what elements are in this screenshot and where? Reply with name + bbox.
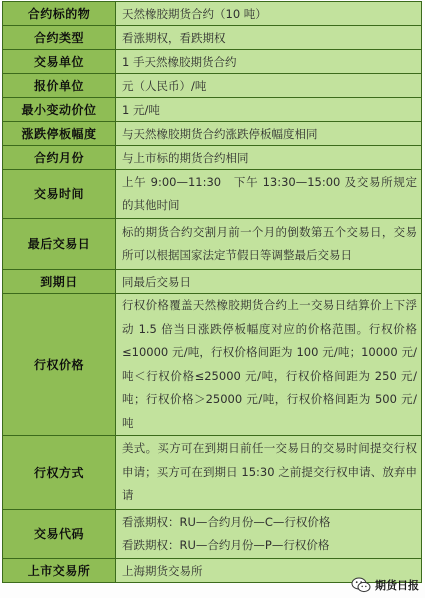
row-value: [116, 510, 422, 559]
table-row: [3, 219, 422, 270]
table-row: [3, 270, 422, 294]
row-label: 行权价格: [3, 294, 116, 436]
table-row: [3, 170, 422, 219]
row-label: 到期日: [3, 270, 116, 294]
table-row: [3, 436, 422, 510]
row-value: 与上市标的期货合约相同: [116, 146, 422, 170]
row-value: 元（人民币）/吨: [116, 74, 422, 98]
watermark: [351, 577, 419, 593]
row-value: 上午 9:00—11:30 下午 13:30—15:00 及交易所规定的其他时间: [116, 170, 422, 219]
trading-code-put: 看跌期权：RU—合约月份—P—行权价格: [122, 538, 330, 552]
row-value: 行权价格覆盖天然橡胶期货合约上一交易日结算价上下浮动 1.5 倍当日涨跌停板幅度对应的价格范围。行权价格≤10000 元/吨，行权价格间距为 100 元/吨；10000 元/吨＜行权价格≤25000 元/吨，行权价格间距为 250 元/吨；行权价格＞25000 元/吨，行权价格间距为 500 元/吨: [116, 294, 422, 436]
row-value: 1 手天然橡胶期货合约: [116, 50, 422, 74]
row-value: 上海期货交易所: [116, 559, 422, 583]
row-label: 交易单位: [3, 50, 116, 74]
row-label: 报价单位: [3, 74, 116, 98]
wechat-icon: [351, 577, 371, 593]
table-row: [3, 122, 422, 146]
row-label: 合约月份: [3, 146, 116, 170]
row-label: 行权方式: [3, 436, 116, 510]
row-value: 天然橡胶期货合约（10 吨）: [116, 2, 422, 26]
trading-code-call: 看涨期权：RU—合约月份—C—行权价格: [122, 514, 331, 529]
table-row: [3, 294, 422, 436]
table-row: [3, 146, 422, 170]
table-row: [3, 50, 422, 74]
row-value: 看涨期权，看跌期权: [116, 26, 422, 50]
table-row: [3, 26, 422, 50]
table-row: [3, 98, 422, 122]
table-row: [3, 510, 422, 559]
row-value: 美式。买方可在到期日前任一交易日的交易时间提交行权申请；买方可在到期日 15:30 之前提交行权申请、放弃申请: [116, 436, 422, 510]
row-label: 涨跌停板幅度: [3, 122, 116, 146]
row-label: 最后交易日: [3, 219, 116, 270]
row-value: 标的期货合约交割月前一个月的倒数第五个交易日，交易所可以根据国家法定节假日等调整最后交易日: [116, 219, 422, 270]
table-row: [3, 2, 422, 26]
row-label: 合约标的物: [3, 2, 116, 26]
table-row: [3, 74, 422, 98]
row-value: 与天然橡胶期货合约涨跌停板幅度相同: [116, 122, 422, 146]
contract-spec-table: [2, 1, 422, 583]
row-label: 合约类型: [3, 26, 116, 50]
watermark-text: 期货日报: [375, 579, 419, 592]
row-value: 同最后交易日: [116, 270, 422, 294]
row-label: 交易代码: [3, 510, 116, 559]
row-label: 上市交易所: [3, 559, 116, 583]
row-label: 最小变动价位: [3, 98, 116, 122]
row-value: 1 元/吨: [116, 98, 422, 122]
row-label: 交易时间: [3, 170, 116, 219]
